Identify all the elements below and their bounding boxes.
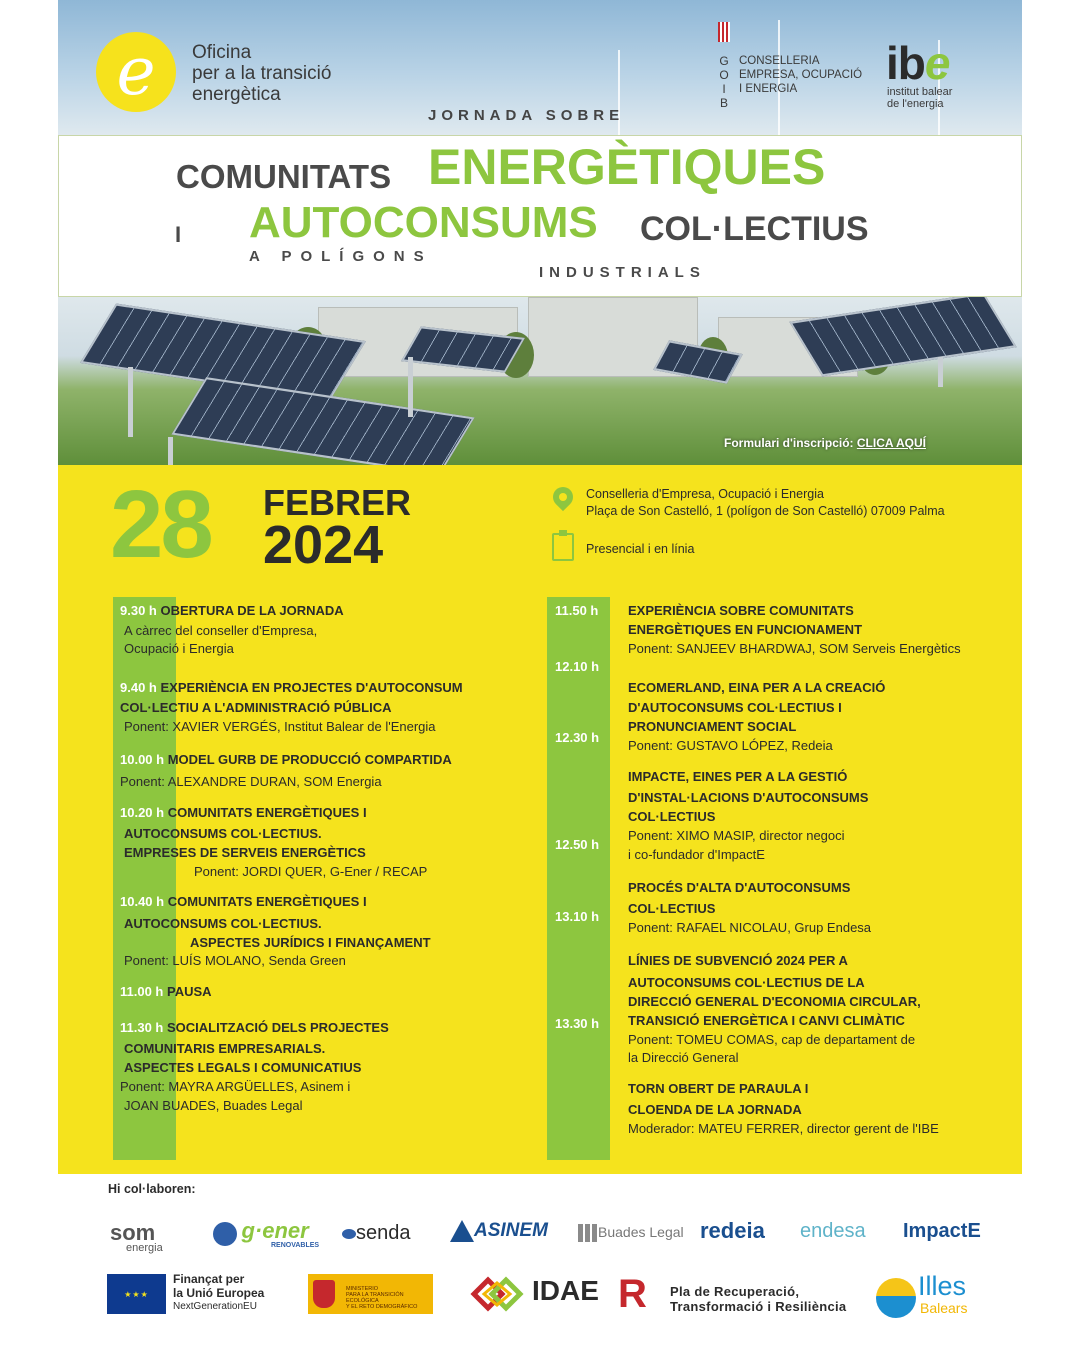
som-energia-logo bbox=[110, 1220, 163, 1254]
agenda-title: SOCIALITZACIÓ DELS PROJECTES bbox=[167, 1020, 389, 1035]
title-comunitats: COMUNITATS bbox=[176, 158, 392, 195]
buades-logo-text: Buades Legal bbox=[598, 1224, 684, 1240]
eu-line: la Unió Europea bbox=[173, 1286, 265, 1300]
gener-logo bbox=[213, 1218, 319, 1249]
agenda-title: ECOMERLAND, EINA PER A LA CREACIÓ bbox=[628, 680, 886, 695]
agenda-detail: Ponent: TOMEU COMAS, cap de departament de bbox=[628, 1032, 916, 1047]
agenda-item-930 bbox=[120, 603, 344, 618]
ibe-sub-line: de l'energia bbox=[887, 98, 944, 110]
agenda-title: ASPECTES LEGALS I COMUNICATIUS bbox=[124, 1060, 362, 1075]
eu-funding-text bbox=[173, 1272, 264, 1314]
agenda-time: 9.30 h bbox=[120, 603, 157, 618]
senda-logo bbox=[342, 1222, 411, 1245]
oficina-line: Oficina bbox=[192, 42, 252, 63]
agenda-item-940 bbox=[120, 680, 463, 695]
oficina-line: energètica bbox=[192, 84, 281, 105]
agenda-title: COMUNITARIS EMPRESARIALS. bbox=[124, 1041, 326, 1056]
title-autoconsums: AUTOCONSUMS bbox=[249, 198, 598, 247]
goib-flag-icon bbox=[718, 22, 730, 42]
agenda-item-1000 bbox=[120, 752, 452, 767]
agenda-title: AUTOCONSUMS COL·LECTIUS. bbox=[124, 916, 322, 931]
asinem-logo bbox=[450, 1220, 548, 1242]
agenda-title: D'INSTAL·LACIONS D'AUTOCONSUMS bbox=[628, 790, 869, 805]
agenda-title: COMUNITATS ENERGÈTIQUES I bbox=[167, 805, 367, 820]
illes-balears-name: Illes bbox=[918, 1271, 967, 1301]
agenda-time: 11.00 h bbox=[120, 984, 164, 999]
agenda-detail: Ponent: XIMO MASIP, director negoci bbox=[628, 828, 845, 843]
asinem-logo-text: ASINEM bbox=[474, 1220, 548, 1241]
goib-letters bbox=[718, 54, 730, 110]
impacte-logo: ImpactE bbox=[903, 1220, 981, 1242]
agenda-detail: Ponent: JORDI QUER, G-Ener / RECAP bbox=[194, 864, 428, 879]
gener-logo-text: g·ener bbox=[241, 1218, 309, 1243]
modality-text: Presencial i en línia bbox=[586, 542, 695, 556]
agenda-title: EXPERIÈNCIA EN PROJECTES D'AUTOCONSUM bbox=[160, 680, 463, 695]
illes-balears-sub: Balears bbox=[920, 1300, 968, 1316]
agenda-title: EXPERIÈNCIA SOBRE COMUNITATS bbox=[628, 603, 854, 618]
agenda-title: MODEL GURB DE PRODUCCIÓ COMPARTIDA bbox=[167, 752, 452, 767]
agenda-detail: Ocupació i Energia bbox=[124, 641, 234, 656]
agenda-time: 9.40 h bbox=[120, 680, 157, 695]
agenda-time: 12.30 h bbox=[555, 730, 600, 745]
agenda-title: COL·LECTIUS bbox=[628, 901, 716, 916]
agenda-time: 11.30 h bbox=[120, 1020, 164, 1035]
location-line1: Conselleria d'Empresa, Ocupació i Energia bbox=[586, 487, 824, 501]
title-poligons: A POLÍGONS bbox=[249, 248, 433, 265]
agenda-detail: Ponent: ALEXANDRE DURAN, SOM Energia bbox=[120, 774, 382, 789]
agenda-title: PRONUNCIAMENT SOCIAL bbox=[628, 719, 797, 734]
agenda-title: IMPACTE, EINES PER A LA GESTIÓ bbox=[628, 769, 848, 784]
conselleria-line: I ENERGIA bbox=[739, 83, 798, 95]
agenda-detail: i co-fundador d'ImpactE bbox=[628, 847, 765, 862]
title-industrials: INDUSTRIALS bbox=[539, 264, 706, 281]
oficina-line: per a la transició bbox=[192, 63, 332, 84]
senda-mark-icon bbox=[342, 1229, 356, 1239]
agenda-detail: Ponent: LUÍS MOLANO, Senda Green bbox=[124, 953, 346, 968]
redeia-logo: redeia bbox=[700, 1218, 765, 1243]
asinem-triangle-icon bbox=[450, 1220, 474, 1242]
som-logo-text: som bbox=[110, 1220, 156, 1245]
agenda-time: 10.20 h bbox=[120, 805, 165, 820]
registration-form-link[interactable] bbox=[724, 436, 926, 450]
location-line2: Plaça de Son Castelló, 1 (polígon de Son Castelló) 07009 Palma bbox=[586, 504, 945, 518]
goib-letter: O bbox=[719, 68, 729, 82]
clipboard-icon bbox=[552, 533, 574, 561]
ibe-logo bbox=[886, 36, 949, 90]
gener-globe-icon bbox=[213, 1222, 237, 1246]
agenda-detail: la Direcció General bbox=[628, 1050, 739, 1065]
prtr-text bbox=[670, 1284, 846, 1314]
idae-logo-text: IDAE bbox=[532, 1275, 599, 1306]
agenda-title: DIRECCIÓ GENERAL D'ECONOMIA CIRCULAR, bbox=[628, 994, 921, 1009]
agenda-detail: Ponent: SANJEEV BHARDWAJ, SOM Serveis Energètics bbox=[628, 641, 961, 656]
eu-line: Finançat per bbox=[173, 1272, 245, 1286]
agenda-detail: JOAN BUADES, Buades Legal bbox=[124, 1098, 303, 1113]
agenda-title: COL·LECTIU A L'ADMINISTRACIÓ PÚBLICA bbox=[120, 700, 392, 715]
agenda-title: PAUSA bbox=[167, 984, 212, 999]
agenda-time: 10.00 h bbox=[120, 752, 165, 767]
endesa-logo: endesa bbox=[800, 1220, 866, 1242]
agenda-item-1100 bbox=[120, 984, 212, 999]
agenda-title: PROCÉS D'ALTA D'AUTOCONSUMS bbox=[628, 880, 851, 895]
agenda-title: ENERGÈTIQUES EN FUNCIONAMENT bbox=[628, 622, 863, 637]
agenda-detail: Ponent: MAYRA ARGÜELLES, Asinem i bbox=[120, 1079, 351, 1094]
form-label: Formulari d'inscripció: bbox=[724, 436, 857, 450]
ministerio-line: Y EL RETO DEMOGRÁFICO bbox=[346, 1304, 418, 1310]
oficina-logo-icon: e bbox=[96, 32, 176, 112]
idae-mark-icon bbox=[470, 1275, 526, 1313]
agenda-title: AUTOCONSUMS COL·LECTIUS. bbox=[124, 826, 322, 841]
prtr-line: Pla de Recuperació, bbox=[670, 1284, 800, 1299]
prtr-line: Transformació i Resiliència bbox=[670, 1299, 847, 1314]
jornada-label: JORNADA SOBRE bbox=[428, 107, 625, 124]
agenda-title: COL·LECTIUS bbox=[628, 809, 716, 824]
agenda-title: ASPECTES JURÍDICS I FINANÇAMENT bbox=[190, 935, 431, 950]
conselleria-line: CONSELLERIA bbox=[739, 55, 820, 67]
prtr-mark-icon: R bbox=[618, 1272, 647, 1316]
spain-shield-icon bbox=[313, 1280, 335, 1308]
oficina-text bbox=[192, 42, 331, 105]
agenda-title: D'AUTOCONSUMS COL·LECTIUS I bbox=[628, 700, 842, 715]
eu-flag-icon: ★★★ bbox=[107, 1274, 166, 1314]
goib-letter: I bbox=[722, 82, 726, 96]
agenda-item-1040 bbox=[120, 894, 367, 909]
agenda-title: TORN OBERT DE PARAULA I bbox=[628, 1081, 809, 1096]
agenda-detail: A càrrec del conseller d'Empresa, bbox=[124, 623, 318, 638]
agenda-detail: Ponent: GUSTAVO LÓPEZ, Redeia bbox=[628, 738, 833, 753]
eu-line: NextGenerationEU bbox=[173, 1301, 257, 1312]
illes-balears-mark-icon bbox=[876, 1278, 916, 1318]
ibe-logo-name: ib bbox=[886, 37, 925, 89]
agenda-time: 11.50 h bbox=[555, 603, 599, 618]
conselleria-text bbox=[739, 54, 862, 96]
agenda-item-1020 bbox=[120, 805, 367, 820]
title-i: I bbox=[175, 222, 182, 247]
agenda-item-1130 bbox=[120, 1020, 389, 1035]
event-day: 28 bbox=[110, 471, 211, 578]
agenda-title: EMPRESES DE SERVEIS ENERGÈTICS bbox=[124, 845, 366, 860]
agenda-detail: Moderador: MATEU FERRER, director gerent de l'IBE bbox=[628, 1121, 939, 1136]
title-collectius: COL·LECTIUS bbox=[640, 210, 869, 248]
agenda-time: 13.30 h bbox=[555, 1016, 600, 1031]
agenda-detail: Ponent: RAFAEL NICOLAU, Grup Endesa bbox=[628, 920, 872, 935]
agenda-time: 10.40 h bbox=[120, 894, 165, 909]
ibe-logo-e: e bbox=[924, 37, 950, 89]
agenda-detail: Ponent: XAVIER VERGÉS, Institut Balear de l'Energia bbox=[124, 719, 436, 734]
agenda-title: COMUNITATS ENERGÈTIQUES I bbox=[167, 894, 367, 909]
buades-logo bbox=[578, 1224, 684, 1242]
agenda-title: TRANSICIÓ ENERGÈTICA I CANVI CLIMÀTIC bbox=[628, 1013, 905, 1028]
agenda-title: CLOENDA DE LA JORNADA bbox=[628, 1102, 802, 1117]
agenda-title: OBERTURA DE LA JORNADA bbox=[160, 603, 344, 618]
agenda-time: 12.10 h bbox=[555, 659, 600, 674]
form-link-text[interactable]: CLICA AQUÍ bbox=[856, 436, 926, 450]
agenda-time: 12.50 h bbox=[555, 837, 600, 852]
agenda-title: LÍNIES DE SUBVENCIÓ 2024 PER A bbox=[628, 953, 848, 968]
agenda-title: AUTOCONSUMS COL·LECTIUS DE LA bbox=[628, 975, 865, 990]
ministerio-line: MINISTERIO bbox=[346, 1286, 379, 1292]
conselleria-line: EMPRESA, OCUPACIÓ bbox=[739, 69, 863, 81]
event-month: FEBRER bbox=[263, 482, 412, 523]
title-energetiques: ENERGÈTIQUES bbox=[428, 139, 826, 195]
agenda-time: 13.10 h bbox=[555, 909, 600, 924]
event-year: 2024 bbox=[263, 515, 384, 575]
collaborators-label: Hi col·laboren: bbox=[108, 1182, 196, 1196]
goib-letter: G bbox=[719, 54, 729, 68]
gener-logo-sub: RENOVABLES bbox=[271, 1241, 320, 1249]
schedule-time-bar-right bbox=[547, 597, 610, 1160]
buades-mark-icon bbox=[578, 1224, 598, 1242]
som-logo-sub: energia bbox=[126, 1242, 163, 1254]
senda-logo-text: senda bbox=[356, 1222, 411, 1244]
ministerio-line: PARA LA TRANSICIÓN ECOLÓGICA bbox=[346, 1292, 404, 1304]
goib-letter: B bbox=[719, 96, 728, 110]
ibe-subtitle bbox=[887, 86, 952, 110]
ibe-sub-line: institut balear bbox=[887, 86, 953, 98]
